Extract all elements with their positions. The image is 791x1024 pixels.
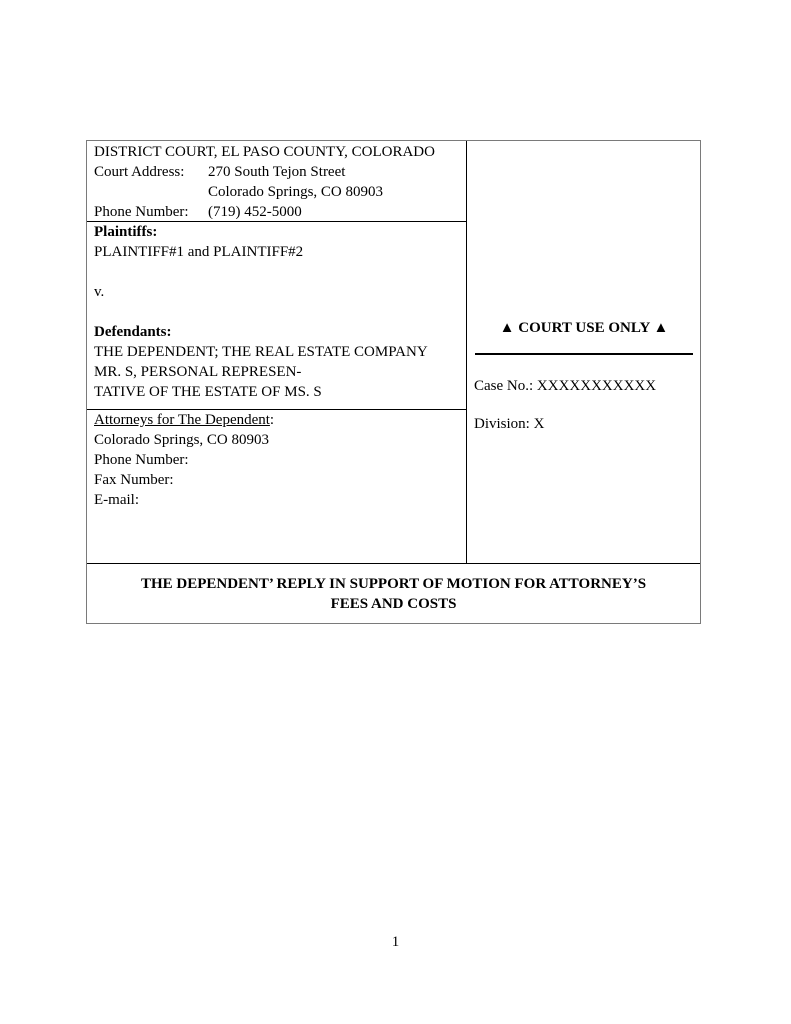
- document-title-line1: THE DEPENDENT’ REPLY IN SUPPORT OF MOTION FOR ATTORNEY’S: [140, 576, 647, 592]
- caption-left-column: [87, 141, 467, 563]
- document-title-box: [87, 563, 700, 623]
- attorney-heading: Attorneys for The Dependent: [94, 412, 270, 428]
- court-phone: (719) 452-5000: [208, 204, 302, 220]
- defendants-line: THE DEPENDENT; THE REAL ESTATE COMPANY: [94, 344, 428, 360]
- spacer: [94, 262, 466, 282]
- parties-box: [87, 222, 466, 410]
- attorney-city: Colorado Springs, CO 80903: [94, 432, 270, 448]
- plaintiffs-names: PLAINTIFF#1 and PLAINTIFF#2: [94, 244, 304, 260]
- court-use-only-label: ▲ COURT USE ONLY ▲: [499, 320, 669, 336]
- case-number: Case No.: XXXXXXXXXXX: [474, 378, 657, 394]
- attorney-heading-row: [94, 410, 466, 430]
- division: Division: X: [474, 416, 545, 432]
- page-number: 1: [391, 934, 400, 950]
- court-address-row: [94, 162, 466, 182]
- court-use-column: [467, 141, 701, 563]
- court-phone-label: Phone Number:: [94, 204, 189, 220]
- attorney-phone-label: Phone Number:: [94, 452, 189, 468]
- court-phone-row: [94, 202, 466, 222]
- caption-table: [86, 140, 701, 624]
- attorney-email-label: E-mail:: [94, 492, 139, 508]
- court-name: DISTRICT COURT, EL PASO COUNTY, COLORADO: [94, 144, 435, 160]
- attorney-info-box: [87, 410, 466, 563]
- court-use-divider: [475, 353, 693, 355]
- defendants-heading: Defendants:: [94, 324, 172, 340]
- court-info-box: [87, 141, 466, 222]
- court-address-line1: 270 South Tejon Street: [208, 164, 346, 180]
- versus-text: v.: [94, 284, 105, 300]
- court-address-line2: Colorado Springs, CO 80903: [208, 184, 384, 200]
- defendants-line: MR. S, PERSONAL REPRESEN-: [94, 364, 302, 380]
- document-title-line2: FEES AND COSTS: [330, 596, 457, 612]
- defendants-line: TATIVE OF THE ESTATE OF MS. S: [94, 384, 322, 400]
- attorney-fax-label: Fax Number:: [94, 472, 174, 488]
- spacer: [94, 302, 466, 322]
- court-address-label: Court Address:: [94, 164, 185, 180]
- plaintiffs-heading: Plaintiffs:: [94, 224, 158, 240]
- attorney-heading-suffix: :: [269, 412, 275, 428]
